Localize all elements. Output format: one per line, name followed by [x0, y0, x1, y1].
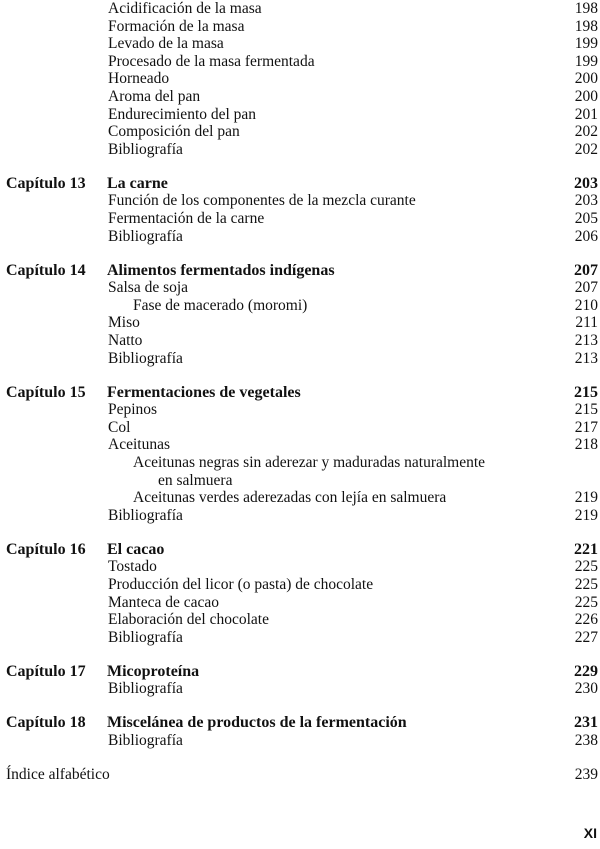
entry-page-number: 218 — [574, 436, 598, 454]
toc-entry — [0, 70, 600, 88]
chapter-label: Capítulo 16 — [6, 540, 86, 558]
entry-title: Horneado — [108, 70, 170, 88]
entry-page-number: 206 — [574, 227, 598, 245]
entry-title: Producción del licor (o pasta) de chocolate — [108, 576, 374, 593]
entry-page-number: 227 — [574, 628, 598, 646]
entry-title: Salsa de soja — [108, 279, 189, 297]
entry-title: Fermentación de la carne — [108, 210, 265, 227]
toc-entry — [0, 53, 600, 71]
entry-title: Fase de macerado (moromi) — [133, 296, 308, 314]
toc-entry — [0, 472, 600, 490]
entry-title: Bibliografía — [108, 506, 183, 524]
entry-page-number: 226 — [574, 611, 598, 629]
entry-title: Bibliografía — [108, 349, 183, 367]
entry-title: Natto — [108, 332, 143, 349]
chapter-label: Capítulo 15 — [6, 383, 86, 401]
toc-entry — [0, 279, 600, 297]
toc-entry — [0, 106, 600, 124]
entry-page-number: 198 — [574, 17, 598, 35]
page-number: XI — [583, 825, 597, 841]
entry-page-number: 231 — [574, 714, 598, 732]
toc-chapter-entry — [0, 175, 600, 193]
entry-page-number: 215 — [574, 383, 598, 401]
entry-page-number: 219 — [574, 489, 598, 507]
toc-entry — [0, 594, 600, 612]
entry-title: Levado de la masa — [108, 35, 224, 53]
entry-title: Tostado — [108, 558, 157, 576]
chapter-label: Capítulo 17 — [6, 662, 86, 680]
toc-chapter-entry — [0, 384, 600, 402]
entry-title: Pepinos — [108, 401, 158, 419]
toc-entry — [0, 88, 600, 106]
toc-entry — [0, 489, 600, 507]
chapter-label: Capítulo 18 — [6, 714, 86, 732]
entry-title: Bibliografía — [108, 628, 183, 646]
toc-entry — [0, 611, 600, 629]
entry-page-number: 199 — [574, 52, 598, 70]
entry-page-number: 202 — [574, 123, 598, 141]
entry-page-number: 198 — [574, 0, 598, 17]
entry-title: Formación de la masa — [108, 17, 245, 35]
toc-chapter-entry — [0, 541, 600, 559]
toc-index-entry — [0, 766, 600, 784]
toc-entry — [0, 297, 600, 315]
toc-entry — [0, 401, 600, 419]
entry-title: Bibliografía — [108, 140, 183, 158]
chapter-label: Capítulo 14 — [6, 261, 86, 279]
toc-entry — [0, 0, 600, 18]
toc-entry — [0, 558, 600, 576]
entry-page-number: 210 — [574, 296, 598, 314]
toc-entry — [0, 141, 600, 159]
toc-chapter-entry — [0, 663, 600, 681]
entry-page-number: 213 — [574, 349, 598, 367]
entry-title: Función de los componentes de la mezcla curante — [108, 192, 416, 210]
entry-title: Acidificación de la masa — [108, 0, 262, 17]
toc-entry — [0, 35, 600, 53]
entry-title: Aroma del pan — [108, 88, 201, 105]
entry-title: Bibliografía — [108, 732, 183, 749]
entry-title: Bibliografía — [108, 680, 183, 698]
entry-title: Col — [108, 418, 131, 436]
entry-title: Endurecimiento del pan — [108, 105, 257, 123]
entry-title: Micoproteína — [107, 662, 200, 680]
entry-title: Elaboración del chocolate — [108, 611, 269, 629]
entry-title: Alimentos fermentados indígenas — [107, 261, 335, 279]
toc-entry — [0, 314, 600, 332]
entry-title: La carne — [107, 174, 168, 192]
toc-entry — [0, 228, 600, 246]
toc-chapter-entry — [0, 714, 600, 732]
toc-chapter-entry — [0, 262, 600, 280]
entry-page-number: 238 — [574, 732, 598, 749]
entry-title: El cacao — [107, 540, 165, 558]
entry-title: Miscelánea de productos de la fermentación — [107, 714, 407, 732]
entry-page-number: 201 — [574, 105, 598, 123]
toc-entry — [0, 436, 600, 454]
entry-page-number: 239 — [574, 766, 598, 783]
toc-entry — [0, 507, 600, 525]
entry-title: Aceitunas verdes aderezadas con lejía en salmuera — [133, 489, 447, 507]
entry-page-number: 221 — [574, 540, 598, 558]
entry-title: Miso — [108, 314, 140, 332]
entry-page-number: 230 — [574, 680, 598, 698]
toc-entry — [0, 210, 600, 228]
entry-page-number: 217 — [574, 418, 598, 436]
entry-page-number: 200 — [574, 70, 598, 88]
entry-title: Aceitunas negras sin aderezar y maduradas naturalmente — [133, 454, 486, 471]
entry-page-number: 199 — [574, 35, 598, 53]
toc-entry — [0, 680, 600, 698]
entry-page-number: 215 — [574, 401, 598, 419]
entry-page-number: 229 — [574, 662, 598, 680]
toc-entry — [0, 18, 600, 36]
entry-page-number: 225 — [574, 576, 598, 593]
entry-page-number: 211 — [575, 314, 598, 332]
entry-title: Índice alfabético — [6, 766, 110, 783]
entry-page-number: 225 — [574, 593, 598, 611]
toc-entry — [0, 629, 600, 647]
entry-title: Fermentaciones de vegetales — [107, 383, 301, 401]
chapter-label: Capítulo 13 — [6, 174, 86, 192]
toc-entry — [0, 576, 600, 594]
entry-page-number: 202 — [574, 140, 598, 158]
entry-page-number: 203 — [574, 192, 598, 210]
entry-page-number: 207 — [574, 261, 598, 279]
entry-page-number: 200 — [574, 88, 598, 105]
entry-page-number: 205 — [574, 210, 598, 227]
entry-title: Bibliografía — [108, 227, 183, 245]
entry-page-number: 213 — [574, 332, 598, 349]
entry-page-number: 207 — [574, 279, 598, 297]
toc-entry — [0, 123, 600, 141]
entry-title: en salmuera — [158, 471, 233, 489]
toc-entry — [0, 419, 600, 437]
toc-entry — [0, 350, 600, 368]
toc-entry — [0, 454, 600, 472]
toc-entry — [0, 192, 600, 210]
toc-entry — [0, 332, 600, 350]
entry-title: Aceitunas — [108, 436, 170, 454]
toc-entry — [0, 732, 600, 750]
entry-page-number: 219 — [574, 506, 598, 524]
entry-page-number: 225 — [574, 558, 598, 576]
entry-page-number: 203 — [574, 174, 598, 192]
entry-title: Manteca de cacao — [108, 593, 220, 611]
entry-title: Composición del pan — [108, 123, 240, 141]
entry-title: Procesado de la masa fermentada — [108, 52, 315, 70]
